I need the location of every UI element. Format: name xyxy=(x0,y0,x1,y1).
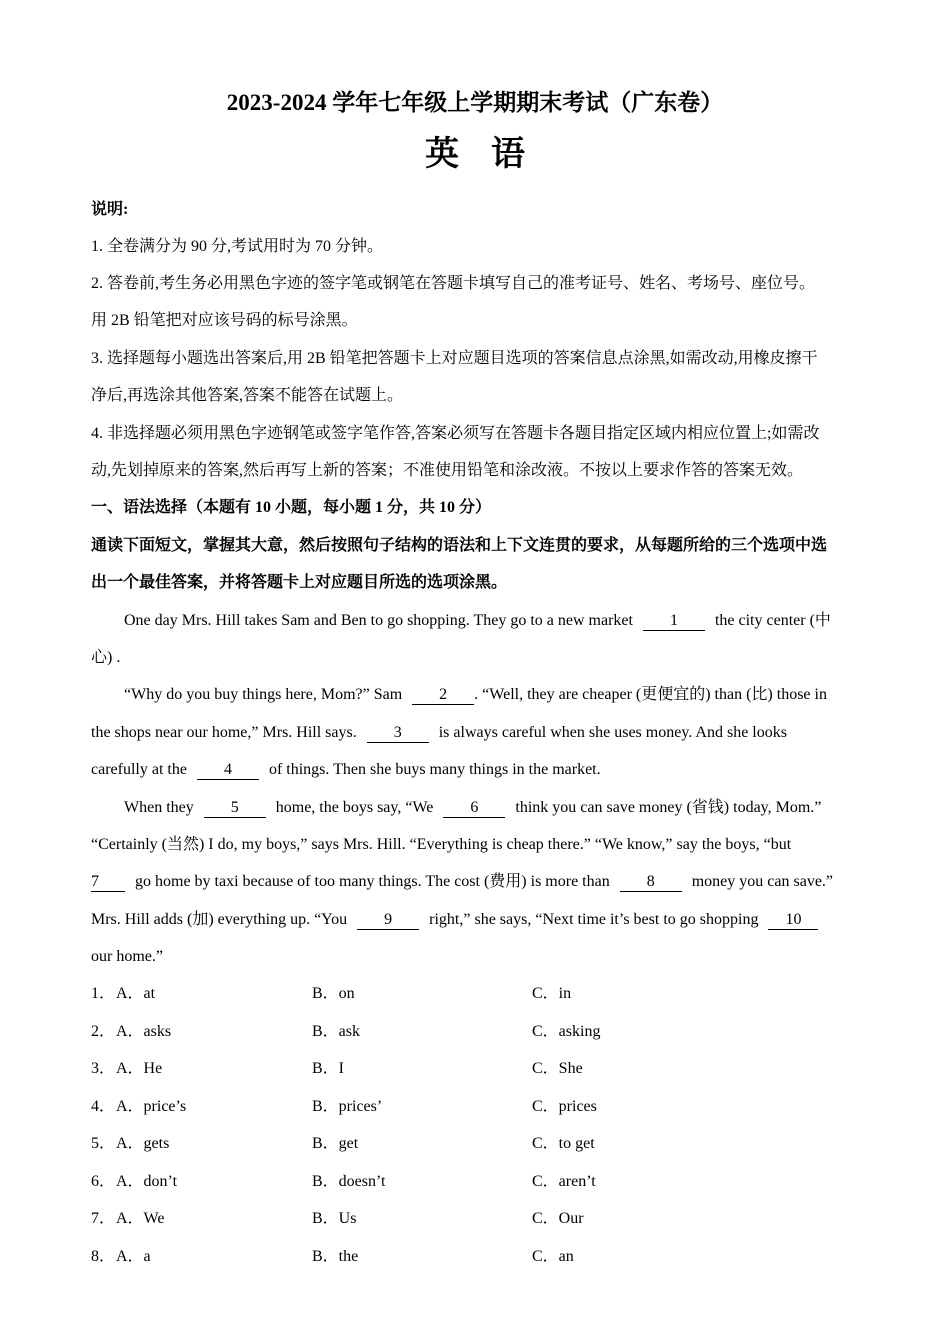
option-a: A．price’s xyxy=(116,1098,187,1115)
instruction-item-2-line-2: 用 2B 铅笔把对应该号码的标号涂黑。 xyxy=(91,312,358,329)
exam-title: 2023-2024 学年七年级上学期期末考试（广东卷） xyxy=(226,90,724,115)
instruction-item-4-line-1: 4. 非选择题必须用黑色字迹钢笔或签字笔作答,答案必须写在答题卡各题目指定区域内相应位置上;如需改 xyxy=(91,425,820,442)
blank-3: 3 xyxy=(367,725,429,743)
question-number: 5． xyxy=(91,1135,116,1152)
passage-text: the shops near our home,” Mrs. Hill says. xyxy=(91,724,357,741)
option-b: B．on xyxy=(312,985,355,1002)
passage-line xyxy=(124,797,821,819)
instructions-heading: 说明: xyxy=(91,201,129,218)
question-number: 2． xyxy=(91,1023,116,1040)
question-number: 3． xyxy=(91,1060,116,1077)
instruction-item-2-line-1: 2. 答卷前,考生务必用黑色字迹的签字笔或钢笔在答题卡填写自己的准考证号、姓名、考场号、座位号。 xyxy=(91,275,816,292)
blank-6: 6 xyxy=(443,800,505,818)
option-b: B．ask xyxy=(312,1023,361,1040)
question-number: 7． xyxy=(91,1210,116,1227)
blank-1: 1 xyxy=(643,613,705,631)
passage-text: go home by taxi because of too many things. The cost (费用) is more than xyxy=(135,873,610,890)
instruction-item-1: 1. 全卷满分为 90 分,考试用时为 70 分钟。 xyxy=(91,238,384,255)
option-a: A．gets xyxy=(116,1135,170,1152)
instruction-item-3-line-2: 净后,再选涂其他答案,答案不能答在试题上。 xyxy=(91,387,404,404)
question-number: 8． xyxy=(91,1248,116,1265)
option-c: C．prices xyxy=(532,1098,597,1115)
passage-text: of things. Then she buys many things in the market. xyxy=(268,761,601,778)
passage-text: think you can save money (省钱) today, Mom.” xyxy=(515,799,822,816)
option-c: C．asking xyxy=(532,1023,601,1040)
question-number: 6． xyxy=(91,1173,116,1190)
passage-line: our home.” xyxy=(91,948,163,965)
option-b: B．doesn’t xyxy=(312,1173,386,1190)
passage-text: right,” she says, “Next time it’s best to go shopping xyxy=(429,911,759,928)
option-c: C．She xyxy=(532,1060,583,1077)
passage-text: home, the boys say, “We xyxy=(275,799,434,816)
blank-2: 2 xyxy=(412,687,474,705)
section-directions-line-2: 出一个最佳答案，并将答题卡上对应题目所选的选项涂黑。 xyxy=(91,574,508,591)
blank-7: 7 xyxy=(91,874,125,892)
passage-text: is always careful when she uses money. And she looks xyxy=(438,724,787,741)
option-a: A．at xyxy=(116,985,156,1002)
option-c: C．to get xyxy=(532,1135,595,1152)
question-number: 1． xyxy=(91,985,116,1002)
blank-5: 5 xyxy=(204,800,266,818)
blank-10: 10 xyxy=(768,912,818,930)
passage-line xyxy=(124,610,831,632)
option-b: B．prices’ xyxy=(312,1098,383,1115)
passage-text: Mrs. Hill adds (加) everything up. “You xyxy=(91,911,348,928)
option-a: A．We xyxy=(116,1210,165,1227)
option-c: C．Our xyxy=(532,1210,584,1227)
passage-text: “Why do you buy things here, Mom?” Sam xyxy=(124,686,403,703)
passage-line xyxy=(91,722,787,744)
option-b: B．I xyxy=(312,1060,345,1077)
instruction-item-4-line-2: 动,先划掉原来的答案,然后再写上新的答案；不准使用铅笔和涂改液。不按以上要求作答的答案无效。 xyxy=(91,462,804,479)
section-heading: 一、语法选择（本题有 10 小题，每小题 1 分，共 10 分） xyxy=(91,499,492,516)
option-c: C．aren’t xyxy=(532,1173,596,1190)
option-a: A．don’t xyxy=(116,1173,178,1190)
passage-text: . “Well, they are cheaper (更便宜的) than (比) those in xyxy=(474,686,827,703)
option-a: A．a xyxy=(116,1248,151,1265)
passage-line xyxy=(91,871,833,893)
question-number: 4． xyxy=(91,1098,116,1115)
option-c: C．in xyxy=(532,985,572,1002)
option-a: A．asks xyxy=(116,1023,172,1040)
option-b: B．Us xyxy=(312,1210,357,1227)
passage-text: carefully at the xyxy=(91,761,187,778)
passage-text: One day Mrs. Hill takes Sam and Ben to go shopping. They go to a new market xyxy=(124,612,633,629)
passage-line: “Certainly (当然) I do, my boys,” says Mrs. Hill. “Everything is cheap there.” “We know,” say the boys, “but xyxy=(91,836,792,853)
passage-text: the city center (中 xyxy=(714,612,831,629)
blank-9: 9 xyxy=(357,912,419,930)
blank-8: 8 xyxy=(620,874,682,892)
option-a: A．He xyxy=(116,1060,163,1077)
option-b: B．get xyxy=(312,1135,359,1152)
option-b: B．the xyxy=(312,1248,359,1265)
passage-line xyxy=(91,909,818,931)
passage-text: When they xyxy=(124,799,194,816)
passage-text: money you can save.” xyxy=(691,873,834,890)
passage-line xyxy=(91,759,601,781)
option-c: C．an xyxy=(532,1248,574,1265)
passage-line xyxy=(124,684,827,706)
instruction-item-3-line-1: 3. 选择题每小题选出答案后,用 2B 铅笔把答题卡上对应题目选项的答案信息点涂黑,如需改动,用橡皮擦干 xyxy=(91,350,818,367)
section-directions-line-1: 通读下面短文，掌握其大意，然后按照句子结构的语法和上下文连贯的要求，从每题所给的三个选项中选 xyxy=(91,537,828,554)
blank-4: 4 xyxy=(197,762,259,780)
subject-title: 英语 xyxy=(425,136,557,173)
passage-line: 心) . xyxy=(91,649,121,666)
